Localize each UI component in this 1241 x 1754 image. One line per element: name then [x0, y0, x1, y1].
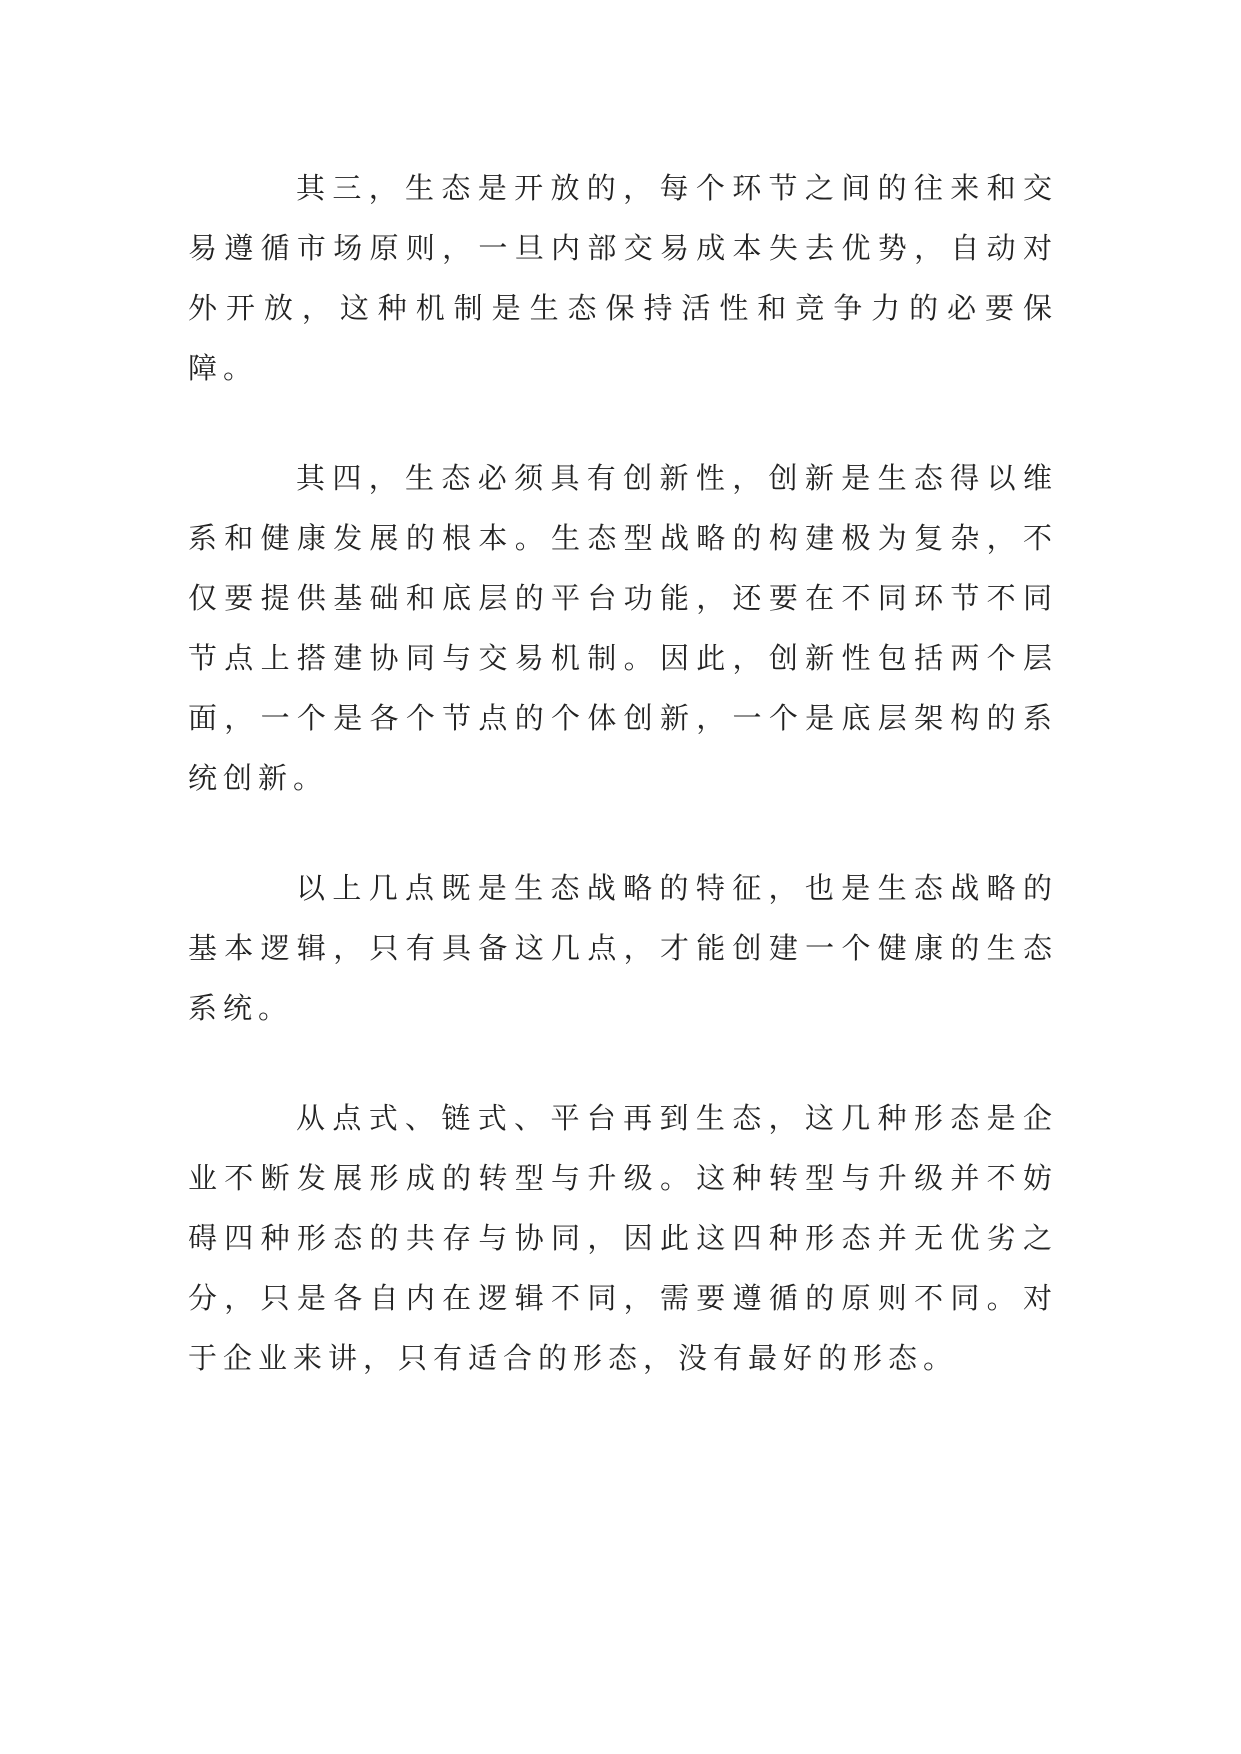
- paragraph-innovation: 其四，生态必须具有创新性，创新是生态得以维系和健康发展的根本。生态型战略的构建极为复杂，不仅要提供基础和底层的平台功能，还要在不同环节不同节点上搭建协同与交易机制。因此，创新性包括两个层面，一个是各个节点的个体创新，一个是底层架构的系统创新。: [188, 461, 1058, 795]
- paragraph-forms: 从点式、链式、平台再到生态，这几种形态是企业不断发展形成的转型与升级。这种转型与升级并不妨碍四种形态的共存与协同，因此这四种形态并无优劣之分，只是各自内在逻辑不同，需要遵循的原则不同。对于企业来讲，只有适合的形态，没有最好的形态。: [188, 1101, 1058, 1375]
- paragraph-openness: 其三，生态是开放的，每个环节之间的往来和交易遵循市场原则，一旦内部交易成本失去优势，自动对外开放，这种机制是生态保持活性和竞争力的必要保障。: [188, 171, 1058, 385]
- paragraph-summary: 以上几点既是生态战略的特征，也是生态战略的基本逻辑，只有具备这几点，才能创建一个健康的生态系统。: [188, 871, 1058, 1025]
